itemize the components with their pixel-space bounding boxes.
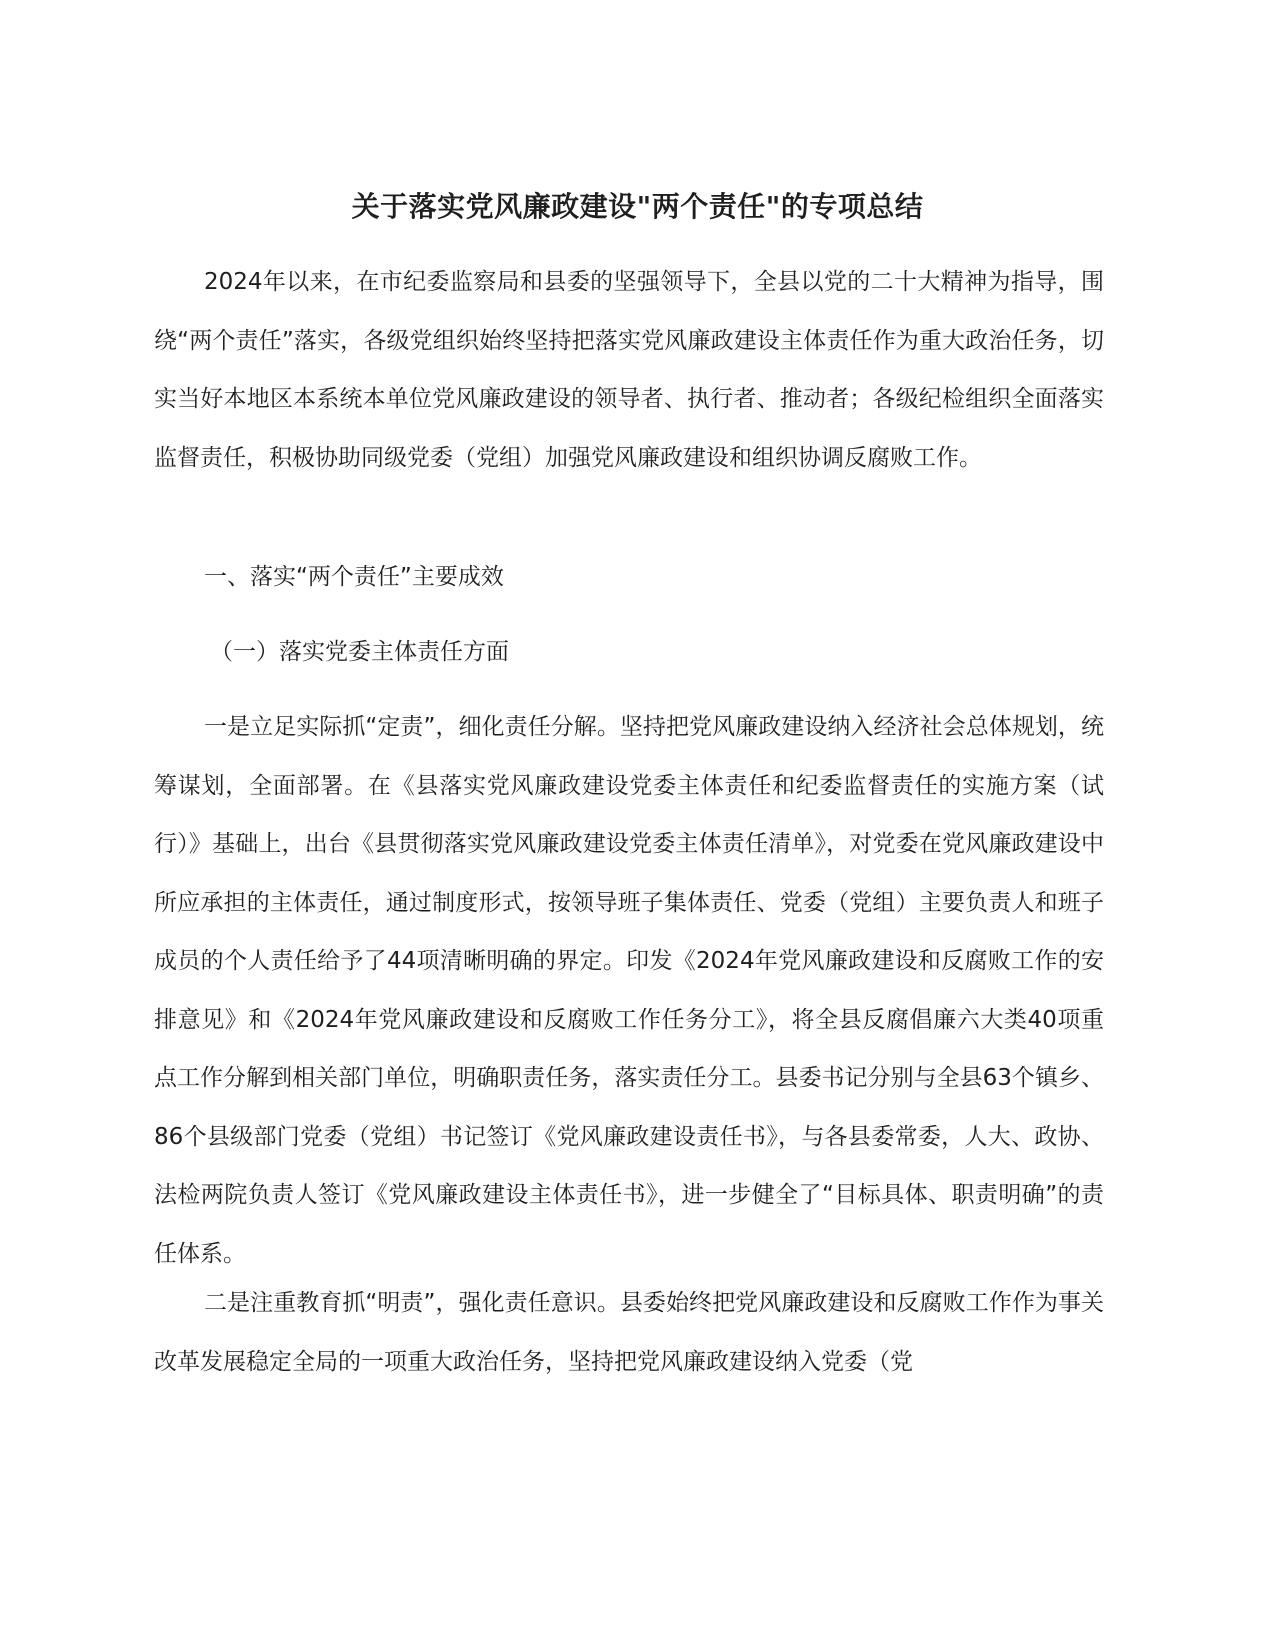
document-title: 关于落实党风廉政建设"两个责任"的专项总结	[351, 190, 924, 223]
intro-paragraph: 2024年以来，在市纪委监察局和县委的坚强领导下，全县以党的二十大精神为指导，围绕“两个责任”落实，各级党组织始终坚持把落实党风廉政建设主体责任作为重大政治任务，切实当好本地区本系统本单位党风廉政建设的领导者、执行者、推动者；各级纪检组织全面落实监督责任，积极协助同级党委（党组）加强党风廉政建设和组织协调反腐败工作。	[154, 269, 1104, 471]
subsection-heading-1: （一）落实党委主体责任方面	[210, 639, 509, 665]
point-1-paragraph: 一是立足实际抓“定责”，细化责任分解。坚持把党风廉政建设纳入经济社会总体规划，统筹谋划，全面部署。在《县落实党风廉政建设党委主体责任和纪委监督责任的实施方案（试行）》基础上，出台《县贯彻落实党风廉政建设党委主体责任清单》，对党委在党风廉政建设中所应承担的主体责任，通过制度形式，按领导班子集体责任、党委（党组）主要负责人和班子成员的个人责任给予了44项清晰明确的界定。印发《2024年党风廉政建设和反腐败工作的安排意见》和《2024年党风廉政建设和反腐败工作任务分工》，将全县反腐倡廉六大类40项重点工作分解到相关部门单位，明确职责任务，落实责任分工。县委书记分别与全县63个镇乡、86个县级部门党委（党组）书记签订《党风廉政建设责任书》，与各县委常委，人大、政协、法检两院负责人签订《党风廉政建设主体责任书》，进一步健全了“目标具体、职责明确”的责任体系。	[154, 714, 1104, 1267]
section-heading-1: 一、落实“两个责任”主要成效	[204, 564, 504, 590]
point-2-paragraph: 二是注重教育抓“明责”，强化责任意识。县委始终把党风廉政建设和反腐败工作作为事关改革发展稳定全局的一项重大政治任务，坚持把党风廉政建设纳入党委（党	[154, 1290, 1104, 1375]
